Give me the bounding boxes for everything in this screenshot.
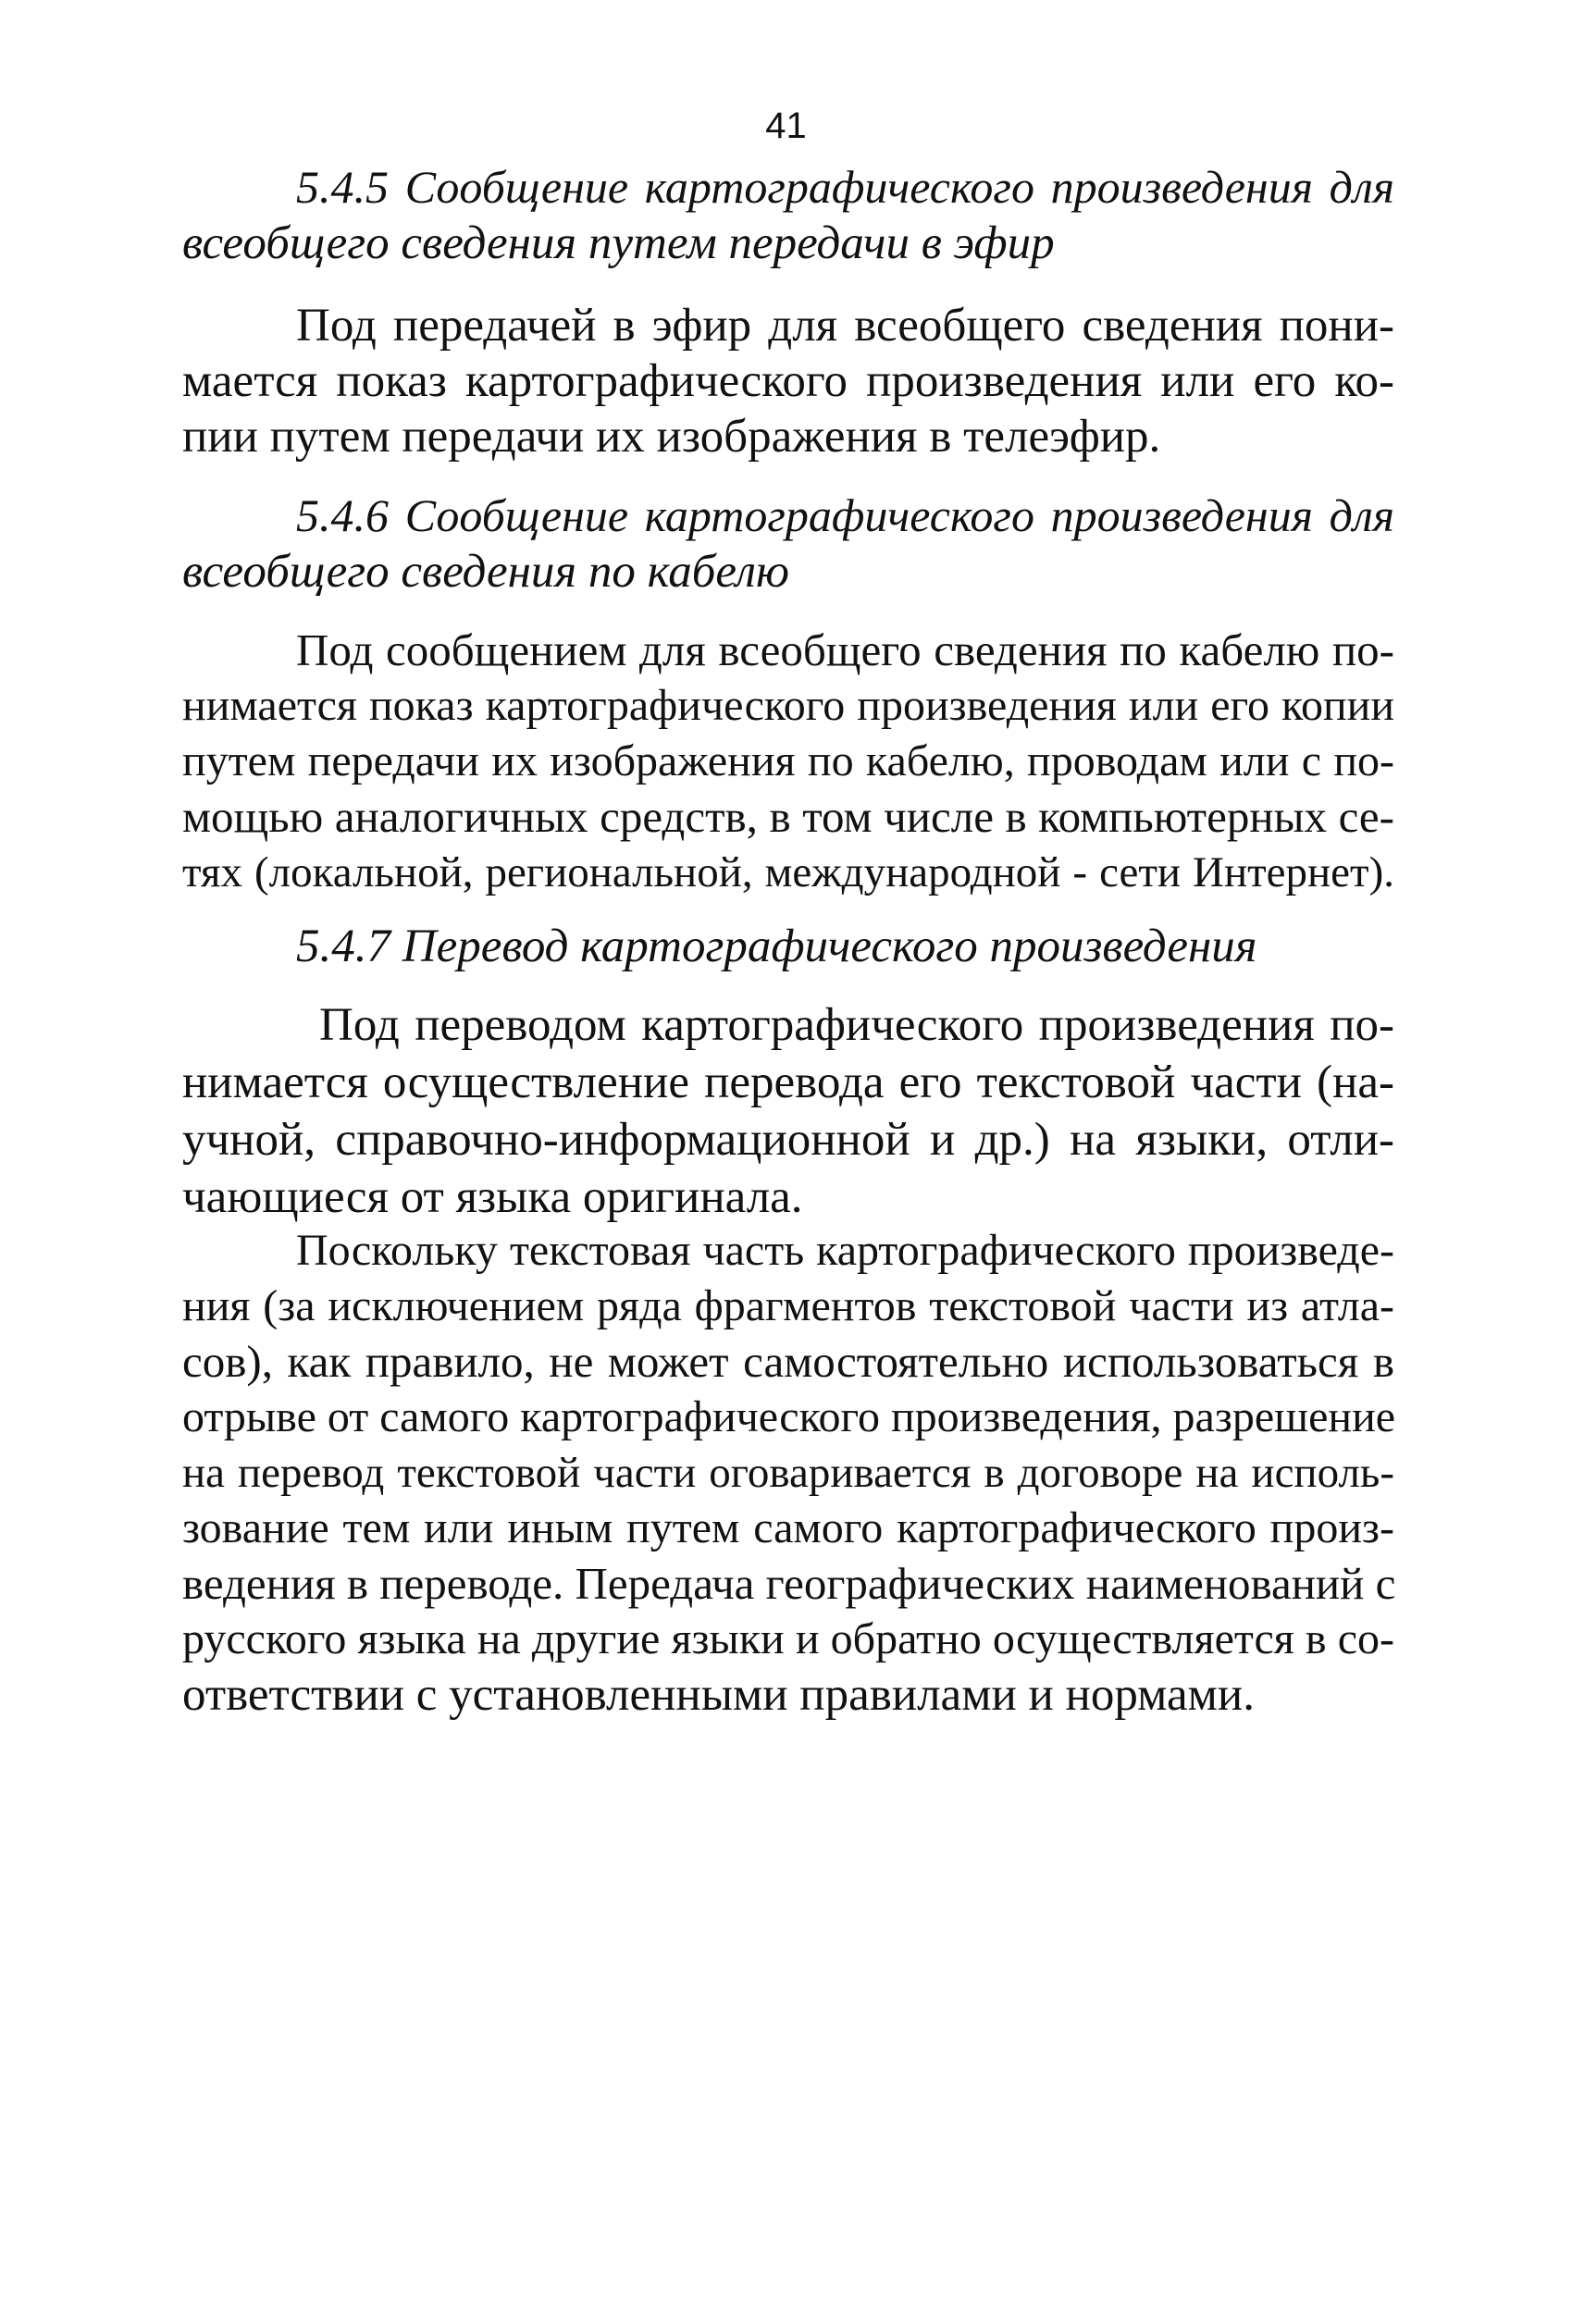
paragraph-line: путем передачи их изображения по кабелю, проводам или с по-	[182, 736, 1394, 785]
paragraph-line: русского языка на другие языки и обратно осуществляется в со-	[182, 1614, 1394, 1663]
paragraph-line: мается показ картографического произведения или его ко-	[182, 355, 1394, 407]
paragraph-line: Под сообщением для всеобщего сведения по кабелю по-	[296, 624, 1394, 675]
paragraph-line: сов), как правило, не может самостоятельно использоваться в	[182, 1336, 1394, 1387]
paragraph-line: мощью аналогичных средств, в том числе в компьютерных се-	[182, 791, 1394, 842]
page-number: 41	[765, 105, 807, 146]
paragraph-line: ведения в переводе. Передача географических наименований с	[182, 1558, 1396, 1609]
section-heading-line: 5.4.7 Перевод картографического произведения	[296, 921, 1257, 972]
section-heading-line: всеобщего сведения по кабелю	[182, 546, 789, 598]
paragraph-line: на перевод текстовой части оговаривается в договоре на исполь-	[182, 1449, 1394, 1497]
paragraph-line: ния (за исключением ряда фрагментов текстовой части из атла-	[182, 1281, 1394, 1330]
paragraph-line: чающиеся от языка оригинала.	[182, 1171, 803, 1223]
paragraph-line: тях (локальной, региональной, международной - сети Интернет).	[182, 848, 1394, 896]
paragraph-line: нимается осуществление перевода его текстовой части (на-	[182, 1057, 1394, 1108]
section-heading-line: 5.4.5 Сообщение картографического произведения для	[296, 161, 1394, 213]
paragraph-line: Под передачей в эфир для всеобщего сведения пони-	[296, 300, 1394, 352]
paragraph-line: отрыве от самого картографического произведения, разрешение	[182, 1392, 1396, 1441]
paragraph-line: ответствии с установленными правилами и нормами.	[182, 1669, 1255, 1721]
section-heading-line: всеобщего сведения путем передачи в эфир	[182, 217, 1055, 269]
paragraph-line: нимается показ картографического произведения или его копии	[182, 681, 1394, 730]
paragraph-line: зование тем или иным путем самого картографического произ-	[182, 1503, 1394, 1552]
section-heading-line: 5.4.6 Сообщение картографического произведения для	[296, 489, 1394, 541]
paragraph-line: пии путем передачи их изображения в телеэфир.	[182, 411, 1161, 463]
paragraph-line: Поскольку текстовая часть картографического произведе-	[296, 1226, 1394, 1275]
paragraph-line: Под переводом картографического произведения по-	[319, 999, 1394, 1051]
paragraph-line: учной, справочно-информационной и др.) на языки, отли-	[182, 1114, 1394, 1166]
